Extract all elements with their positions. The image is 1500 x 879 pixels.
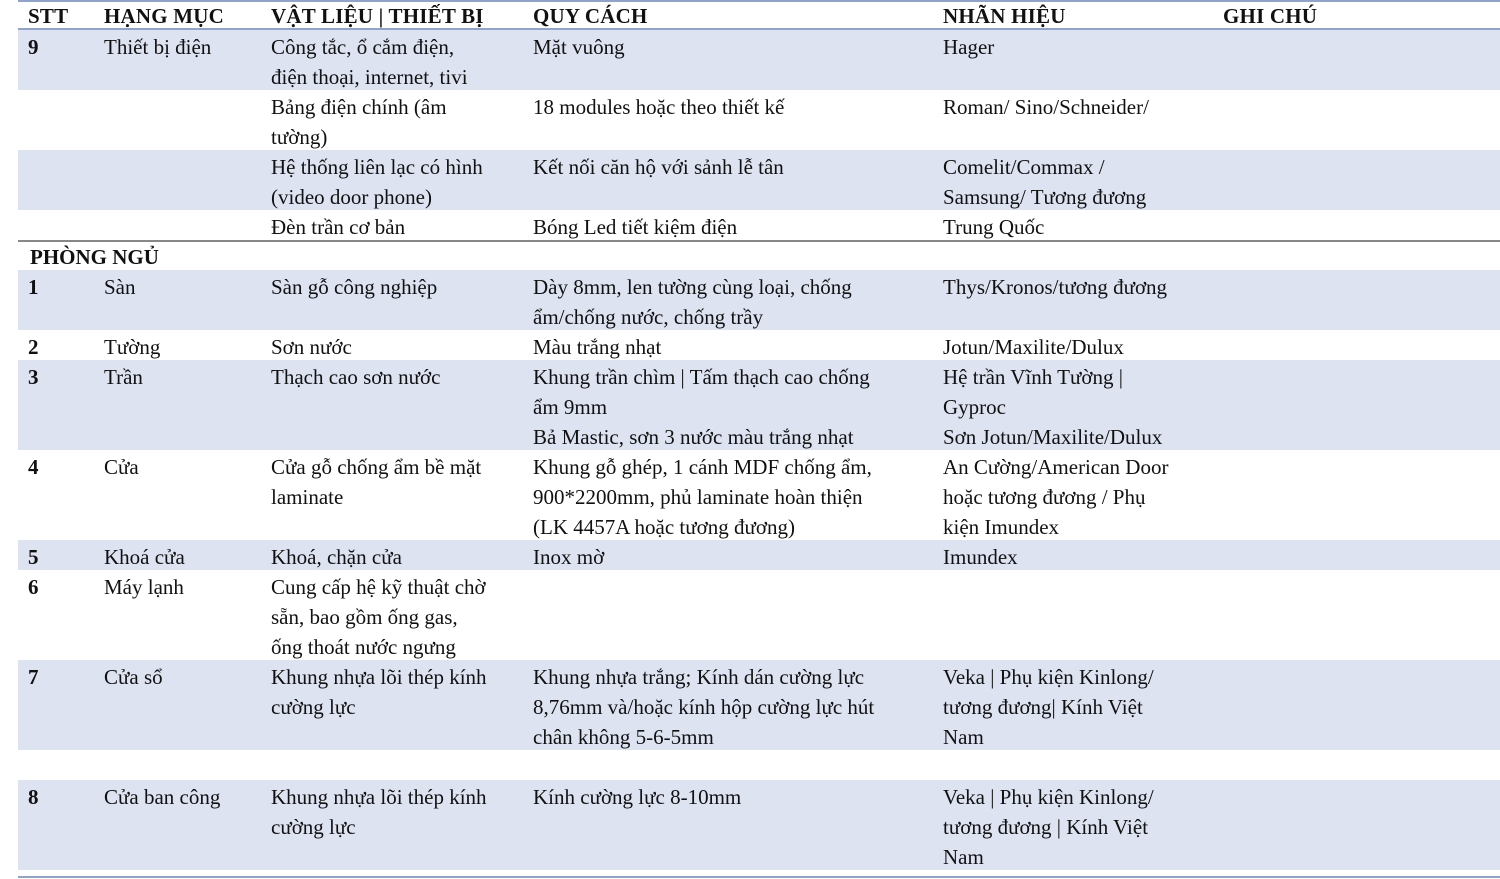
cell-nhan-hieu-line: Thys/Kronos/tương đương bbox=[943, 275, 1168, 299]
cell-vat-lieu-line: Khung nhựa lõi thép kính bbox=[271, 785, 487, 809]
cell-quy-cach-line: Kết nối căn hộ với sảnh lễ tân bbox=[533, 155, 784, 179]
cell-stt: 7 bbox=[28, 665, 39, 689]
header-stt: STT bbox=[28, 4, 69, 28]
cell-hang-muc-line: Khoá cửa bbox=[104, 545, 185, 569]
cell-nhan-hieu-line: hoặc tương đương / Phụ bbox=[943, 485, 1146, 509]
cell-quy-cach bbox=[533, 212, 737, 242]
cell-vat-lieu-line: Đèn trần cơ bản bbox=[271, 215, 406, 239]
table-row bbox=[18, 270, 1500, 330]
cell-nhan-hieu-line: An Cường/American Door bbox=[943, 455, 1169, 479]
cell-quy-cach bbox=[533, 272, 852, 332]
cell-hang-muc bbox=[104, 332, 160, 362]
cell-vat-lieu-line: cường lực bbox=[271, 695, 356, 719]
cell-nhan-hieu-line: Sơn Jotun/Maxilite/Dulux bbox=[943, 425, 1163, 449]
cell-stt: 4 bbox=[28, 455, 39, 479]
cell-quy-cach-line: ẩm 9mm bbox=[533, 395, 608, 419]
cell-vat-lieu bbox=[271, 572, 486, 662]
table-row bbox=[18, 210, 1500, 240]
cell-vat-lieu bbox=[271, 332, 352, 362]
cell-quy-cach bbox=[533, 152, 784, 182]
cell-vat-lieu-line: ống thoát nước ngưng bbox=[271, 635, 456, 659]
cell-stt: 5 bbox=[28, 545, 39, 569]
cell-hang-muc-line: Cửa sổ bbox=[104, 665, 163, 689]
table-row bbox=[18, 450, 1500, 540]
table-row bbox=[18, 150, 1500, 210]
cell-nhan-hieu bbox=[943, 32, 994, 62]
cell-hang-muc-line: Sàn bbox=[104, 275, 136, 299]
cell-vat-lieu bbox=[271, 92, 447, 152]
cell-stt: 9 bbox=[28, 35, 39, 59]
cell-vat-lieu bbox=[271, 272, 437, 302]
cell-quy-cach-line: Mặt vuông bbox=[533, 35, 625, 59]
cell-vat-lieu-line: Hệ thống liên lạc có hình bbox=[271, 155, 483, 179]
cell-quy-cach bbox=[533, 362, 870, 452]
cell-vat-lieu-line: laminate bbox=[271, 485, 344, 509]
cell-nhan-hieu-line: Veka | Phụ kiện Kinlong/ bbox=[943, 785, 1154, 809]
cell-quy-cach bbox=[533, 332, 661, 362]
cell-hang-muc-line: Cửa bbox=[104, 455, 139, 479]
table-row bbox=[18, 540, 1500, 570]
cell-quy-cach bbox=[533, 782, 741, 812]
cell-quy-cach-line: Inox mờ bbox=[533, 545, 605, 569]
cell-hang-muc bbox=[104, 362, 143, 392]
cell-nhan-hieu-line: Comelit/Commax / bbox=[943, 155, 1105, 179]
header-quy-cach: QUY CÁCH bbox=[533, 4, 648, 28]
cell-hang-muc bbox=[104, 272, 136, 302]
cell-nhan-hieu-line: Nam bbox=[943, 845, 984, 869]
cell-hang-muc bbox=[104, 32, 211, 62]
cell-hang-muc bbox=[104, 572, 184, 602]
cell-quy-cach-line: (LK 4457A hoặc tương đương) bbox=[533, 515, 795, 539]
cell-nhan-hieu bbox=[943, 452, 1168, 542]
cell-vat-lieu-line: Cửa gỗ chống ẩm bề mặt bbox=[271, 455, 482, 479]
cell-vat-lieu bbox=[271, 152, 483, 212]
cell-nhan-hieu-line: Nam bbox=[943, 725, 984, 749]
cell-nhan-hieu-line: Trung Quốc bbox=[943, 215, 1045, 239]
cell-nhan-hieu bbox=[943, 362, 1162, 452]
cell-nhan-hieu-line: Roman/ Sino/Schneider/ bbox=[943, 95, 1149, 119]
cell-quy-cach-line: Khung nhựa trắng; Kính dán cường lực bbox=[533, 665, 865, 689]
cell-vat-lieu bbox=[271, 32, 468, 92]
cell-vat-lieu-line: (video door phone) bbox=[271, 185, 432, 209]
header-hang-muc: HẠNG MỤC bbox=[104, 4, 225, 28]
cell-hang-muc-line: Máy lạnh bbox=[104, 575, 184, 599]
table-row bbox=[18, 30, 1500, 90]
cell-vat-lieu-line: Thạch cao sơn nước bbox=[271, 365, 441, 389]
cell-vat-lieu bbox=[271, 662, 487, 722]
table-row bbox=[18, 780, 1500, 870]
table-row bbox=[18, 660, 1500, 750]
cell-quy-cach-line: Màu trắng nhạt bbox=[533, 335, 662, 359]
cell-vat-lieu-line: Bảng điện chính (âm bbox=[271, 95, 447, 119]
cell-nhan-hieu-line: Hệ trần Vĩnh Tường | bbox=[943, 365, 1123, 389]
cell-hang-muc-line: Tường bbox=[104, 335, 161, 359]
cell-quy-cach bbox=[533, 92, 784, 122]
table-row bbox=[18, 750, 1500, 780]
cell-vat-lieu-line: Khoá, chặn cửa bbox=[271, 545, 402, 569]
cell-hang-muc-line: Trần bbox=[104, 365, 143, 389]
cell-quy-cach bbox=[533, 32, 625, 62]
table-row bbox=[18, 90, 1500, 150]
cell-quy-cach-line: Khung trần chìm | Tấm thạch cao chống bbox=[533, 365, 870, 389]
cell-vat-lieu-line: Công tắc, ổ cắm điện, bbox=[271, 35, 455, 59]
cell-vat-lieu bbox=[271, 542, 402, 572]
cell-vat-lieu-line: Khung nhựa lõi thép kính bbox=[271, 665, 487, 689]
cell-vat-lieu-line: Sàn gỗ công nghiệp bbox=[271, 275, 438, 299]
cell-stt: 6 bbox=[28, 575, 39, 599]
cell-stt: 2 bbox=[28, 335, 39, 359]
cell-quy-cach-line: ẩm/chống nước, chống trầy bbox=[533, 305, 764, 329]
header-nhan-hieu: NHÃN HIỆU bbox=[943, 4, 1066, 28]
cell-vat-lieu-line: Sơn nước bbox=[271, 335, 352, 359]
spec-table bbox=[18, 0, 1500, 870]
cell-nhan-hieu bbox=[943, 662, 1154, 752]
section-title: PHÒNG NGỦ bbox=[30, 245, 159, 269]
cell-nhan-hieu bbox=[943, 542, 1018, 572]
cell-quy-cach bbox=[533, 542, 604, 572]
cell-vat-lieu bbox=[271, 212, 405, 242]
cell-hang-muc-line: Thiết bị điện bbox=[104, 35, 212, 59]
cell-nhan-hieu-line: Hager bbox=[943, 35, 995, 59]
cell-nhan-hieu-line: tương đương| Kính Việt bbox=[943, 695, 1143, 719]
cell-hang-muc bbox=[104, 662, 163, 692]
cell-nhan-hieu-line: Veka | Phụ kiện Kinlong/ bbox=[943, 665, 1154, 689]
cell-nhan-hieu-line: kiện Imundex bbox=[943, 515, 1060, 539]
cell-vat-lieu bbox=[271, 782, 487, 842]
cell-quy-cach-line: Kính cường lực 8-10mm bbox=[533, 785, 742, 809]
section-row bbox=[18, 240, 1500, 270]
cell-nhan-hieu-line: Jotun/Maxilite/Dulux bbox=[943, 335, 1124, 359]
cell-nhan-hieu bbox=[943, 92, 1149, 122]
cell-hang-muc bbox=[104, 452, 139, 482]
cell-quy-cach-line: Dày 8mm, len tường cùng loại, chống bbox=[533, 275, 852, 299]
bottom-rule bbox=[18, 876, 1500, 878]
cell-nhan-hieu bbox=[943, 152, 1146, 212]
cell-stt: 3 bbox=[28, 365, 39, 389]
cell-quy-cach-line: Bóng Led tiết kiệm điện bbox=[533, 215, 738, 239]
cell-vat-lieu-line: sẵn, bao gồm ống gas, bbox=[271, 605, 458, 629]
cell-vat-lieu-line: Cung cấp hệ kỹ thuật chờ bbox=[271, 575, 486, 599]
table-body bbox=[18, 30, 1500, 870]
cell-vat-lieu bbox=[271, 362, 440, 392]
cell-nhan-hieu-line: Imundex bbox=[943, 545, 1018, 569]
cell-quy-cach-line: 900*2200mm, phủ laminate hoàn thiện bbox=[533, 485, 863, 509]
cell-quy-cach-line: 8,76mm và/hoặc kính hộp cường lực hút bbox=[533, 695, 875, 719]
cell-nhan-hieu bbox=[943, 272, 1167, 302]
cell-vat-lieu-line: cường lực bbox=[271, 815, 356, 839]
table-header bbox=[18, 0, 1500, 30]
cell-quy-cach-line: 18 modules hoặc theo thiết kế bbox=[533, 95, 785, 119]
header-vat-lieu: VẬT LIỆU | THIẾT BỊ bbox=[271, 4, 484, 28]
table-row bbox=[18, 360, 1500, 450]
cell-quy-cach bbox=[533, 662, 874, 752]
table-row bbox=[18, 330, 1500, 360]
cell-quy-cach-line: Bả Mastic, sơn 3 nước màu trắng nhạt bbox=[533, 425, 854, 449]
cell-nhan-hieu bbox=[943, 212, 1044, 242]
cell-hang-muc-line: Cửa ban công bbox=[104, 785, 221, 809]
cell-vat-lieu bbox=[271, 452, 481, 512]
cell-nhan-hieu-line: Samsung/ Tương đương bbox=[943, 185, 1147, 209]
cell-hang-muc bbox=[104, 782, 220, 812]
cell-vat-lieu-line: điện thoại, internet, tivi bbox=[271, 65, 468, 89]
cell-quy-cach-line: chân không 5-6-5mm bbox=[533, 725, 714, 749]
header-ghi-chu: GHI CHÚ bbox=[1223, 4, 1318, 28]
cell-vat-lieu-line: tường) bbox=[271, 125, 328, 149]
cell-stt: 8 bbox=[28, 785, 39, 809]
cell-nhan-hieu-line: tương đương | Kính Việt bbox=[943, 815, 1149, 839]
cell-quy-cach bbox=[533, 452, 872, 542]
table-row bbox=[18, 570, 1500, 660]
cell-nhan-hieu-line: Gyproc bbox=[943, 395, 1006, 419]
cell-nhan-hieu bbox=[943, 332, 1124, 362]
cell-hang-muc bbox=[104, 542, 185, 572]
cell-stt: 1 bbox=[28, 275, 39, 299]
cell-quy-cach-line: Khung gỗ ghép, 1 cánh MDF chống ẩm, bbox=[533, 455, 872, 479]
cell-nhan-hieu bbox=[943, 782, 1154, 872]
